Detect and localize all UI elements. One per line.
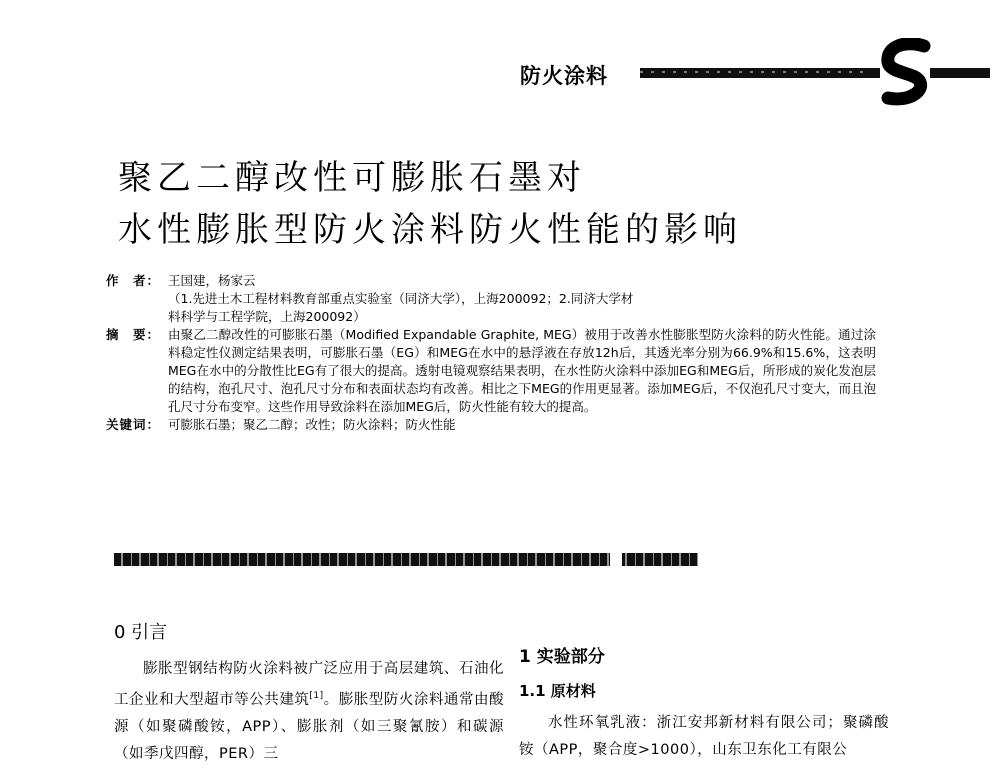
materials-paragraph: 水性环氧乳液：浙江安邦新材料有限公司；聚磷酸铵（APP，聚合度>1000），山东卫东化工有限公 xyxy=(519,715,889,758)
intro-text-cont: 。膨胀型防火涂料通常由酸源（如聚磷酸铵，APP）、膨胀剂（如三聚氰胺）和碳源（如季戊四醇，PER）三 xyxy=(114,691,504,762)
column-left xyxy=(114,620,504,768)
authors-row xyxy=(106,272,886,290)
header-rule-right xyxy=(930,68,990,78)
materials-subheading: 1.1 原材料 xyxy=(519,682,596,700)
authors-names: 王国建，杨家云 xyxy=(168,273,256,288)
title-line-2: 水性膨胀型防火涂料防火性能的影响 xyxy=(118,210,742,250)
abstract-text: 由聚乙二醇改性的可膨胀石墨（Modified Expandable Graphite, MEG）被用于改善水性膨胀型防火涂料的防火性能。通过涂料稳定性仪测定结果表明，可膨胀石墨（EG）和MEG在水中的悬浮液在存放12h后，其透光率分别为66.9%和15.6%，这表明MEG在水中的分散性比EG有了很大的提高。透射电镜观察结果表明，在水性防火涂料中添加EG和MEG后，所形成的炭化发泡层的结构，泡孔尺寸、泡孔尺寸分布和表面状态均有改善。相比之下MEG的作用更显著。添加MEG后，不仅泡孔尺寸变大，而且泡孔尺寸分布变窄。这些作用导致涂料在添加MEG后，防火性能有较大的提高。 xyxy=(168,327,876,414)
title-line-1: 聚乙二醇改性可膨胀石墨对 xyxy=(118,158,586,198)
citation-ref[interactable]: [1] xyxy=(309,691,324,701)
experiment-heading: 1 实验部分 xyxy=(519,647,605,667)
intro-heading: 0 引言 xyxy=(114,622,168,643)
authors-label: 作 者： xyxy=(106,273,161,288)
abstract-row xyxy=(106,326,886,416)
affiliation xyxy=(106,290,886,326)
section-tag: 防火涂料 xyxy=(520,64,608,88)
column-right xyxy=(519,644,889,764)
keywords-row xyxy=(106,416,886,434)
intro-text: 膨胀型钢结构防火涂料被广泛应用于高层建筑、石油化工企业和大型超市等公共建筑 xyxy=(114,661,504,708)
intro-paragraph xyxy=(114,656,504,768)
header-rule xyxy=(640,68,880,78)
journal-logo-icon xyxy=(876,38,938,108)
keywords-label: 关键词： xyxy=(106,417,161,432)
keywords-text: 可膨胀石墨；聚乙二醇；改性；防火涂料；防火性能 xyxy=(168,417,456,432)
paper-metadata xyxy=(106,272,886,434)
divider-gap xyxy=(610,553,622,566)
abstract-label: 摘 要： xyxy=(106,327,161,342)
affiliation-line-1: （1.先进土木工程材料教育部重点实验室（同济大学），上海200092；2.同济大学材 xyxy=(168,291,634,306)
paper-title xyxy=(118,152,742,256)
affiliation-line-2: 料科学与工程学院，上海200092） xyxy=(168,309,366,324)
